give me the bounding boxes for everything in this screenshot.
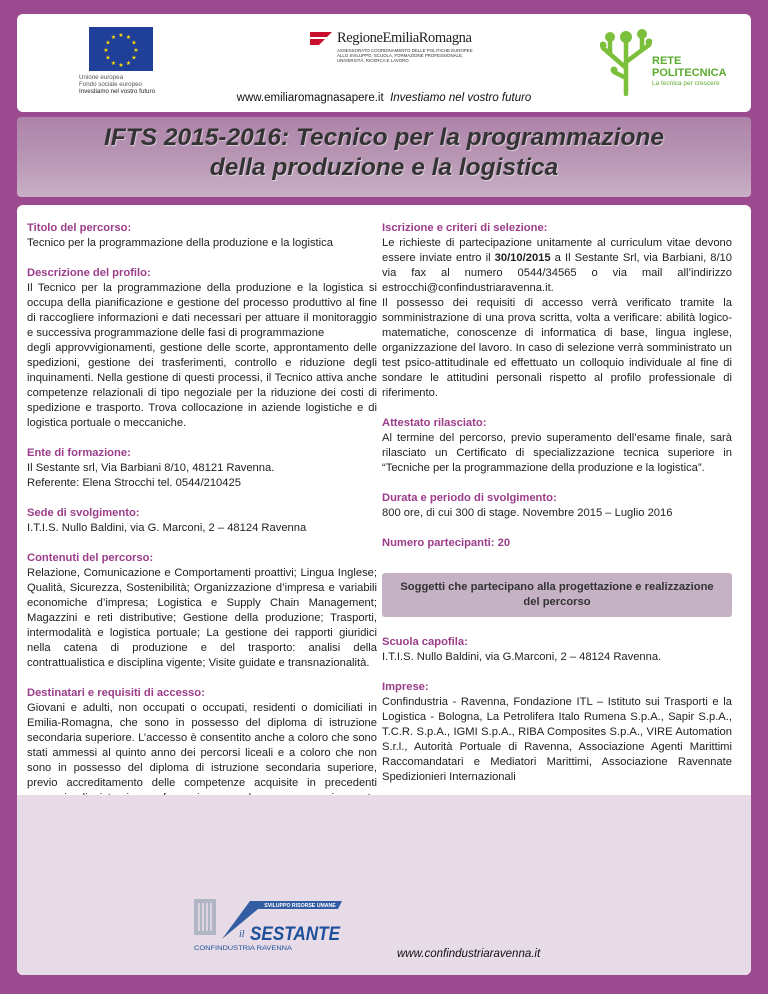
section-attestato [382, 416, 732, 476]
section-body: 800 ore, di cui 300 di stage. Novembre 2015 – Luglio 2016 [382, 507, 673, 519]
soggetti-banner: Soggetti che partecipano alla progettazione e realizzazione del percorso [382, 573, 732, 617]
sestante-org: CONFINDUSTRIA RAVENNA [194, 945, 294, 952]
svg-text:★: ★ [125, 60, 132, 67]
sestante-logo [192, 895, 342, 953]
section-body: Il Tecnico per la programmazione della produzione e la logistica si occupa della pianificazione e gestione del processo produttivo al fine di raccogliere informazioni e dati necessari per attuare il monitoraggio e successiva programmazione delle fasi di programmazione degli approvvigionamenti, gestione delle scorte, approntamento delle spedizioni, gestione dei trasferimenti, controllo e riduzione degli inquinamenti. Nella gestione di questi processi, il Tecnico attiva anche competenze relazionali di tipo negoziale per la riduzione dei costi di spedizione e trasporto. Trova collocazione in aziende logistiche e di logistica portuale o meccaniche. [27, 282, 377, 429]
section-heading: Iscrizione e criteri di selezione: [382, 222, 548, 234]
rete-label-1: RETE [652, 55, 682, 67]
content-panel [17, 205, 751, 975]
eu-flag-icon [89, 27, 153, 71]
eu-caption-line1: Unione europea [79, 74, 124, 81]
svg-text:★: ★ [110, 34, 117, 41]
section-body: Relazione, Comunicazione e Comportamenti proattivi; Lingua Inglese; Qualità, Sicurezza, Sostenibilità; Organizzazione d’impresa e variabili economiche d’impresa; Logistica e Supply Chain Management; Magazzini e reti distributive; Gestione della produzione; Trasporti, intermodalità e logistica portuale; La gestione dei rapporti giuridici nella catena di produzione e del trasporto: analisi della contrattualistica e disciplina vigente; Visite guidate e transnazionalità. [27, 567, 377, 669]
sestante-top: SVILUPPO RISORSE UMANE [264, 903, 336, 909]
section-body: Il Sestante srl, Via Barbiani 8/10, 48121 Ravenna. Referente: Elena Strocchi tel. 0544/210425 [27, 462, 275, 489]
section-sede [27, 506, 377, 536]
confindustria-mark-icon [194, 899, 216, 935]
section-contenuti [27, 551, 377, 671]
section-heading: Contenuti del percorso: [27, 552, 154, 564]
section-body: Tecnico per la programmazione della produzione e la logistica [27, 237, 333, 249]
footer-website[interactable]: www.confindustriaravenna.it [397, 948, 541, 960]
section-body: Al termine del percorso, previo superamento dell’esame finale, sarà rilasciato un Certificato di specializzazione tecnica superiore in “Tecniche per la programmazione della produzione e la logistica”. [382, 432, 732, 474]
iscrizione-text-before: Le richieste di partecipazione unitamente al curriculum vitae devono essere inviate entro il [382, 237, 732, 264]
section-titolo [27, 221, 377, 251]
deadline-date: 30/10/2015 [494, 252, 551, 264]
section-scuola [382, 635, 732, 665]
region-sub-line3: UNIVERSITÀ, RICERCA E LAVORO [337, 58, 409, 64]
region-subtitle [337, 48, 489, 64]
svg-text:★: ★ [103, 47, 109, 54]
section-body: I.T.I.S. Nullo Baldini, via G. Marconi, 2 – 48124 Ravenna [27, 522, 307, 534]
region-logo [309, 29, 489, 64]
section-body [382, 236, 732, 401]
sestante-name: SESTANTE [250, 924, 342, 945]
rete-tagline: La tecnica per crescere [652, 80, 720, 87]
iscrizione-text-after: a Il Sestante Srl, via Barbiani, 8/10 via fax al numero 0544/34565 o via mail all’indirizzo estrocchi@confindustriaravenna.it. Il possesso dei requisiti di accesso verrà verificato tramite la somministrazione di una prova scritta, volta a verificare: abilità logico-matematiche, conoscenze di informatica di base, lingua inglese, organizzazione del lavoro. In caso di selezione verrà somministrato un test psico-attitudinale ed effettuato un colloquio individuale al fine di sondare le attitudini personali rispetto al profilo professionale di riferimento. [382, 252, 733, 399]
svg-text:★: ★ [133, 47, 139, 54]
svg-text:★: ★ [110, 60, 117, 67]
section-heading: Sede di svolgimento: [27, 507, 140, 519]
tree-icon [600, 28, 652, 96]
left-column [27, 221, 377, 851]
eu-caption-line2: Fondo sociale europeo [79, 81, 142, 88]
section-heading: Durata e periodo di svolgimento: [382, 492, 557, 504]
section-body: Confindustria - Ravenna, Fondazione ITL – Istituto sui Trasporti e la Logistica - Bologna, La Petrolifera Italo Rumena S.p.A., Sapir S.p.A., T.C.R. S.p.A., IGMI S.p.A., RIBA Composites S.p.A., VIRE Automation S.r.l., Autorità Portuale di Ravenna, Associazione Agenti Marittimi Raccomandatari e Mediatori Marittimi, Associazione Ravennate Spedizionieri Internazionali [382, 696, 732, 783]
region-sub-line2: ALLO SVILUPPO, SCUOLA, FORMAZIONE PROFESSIONALE, [337, 53, 464, 59]
svg-text:★: ★ [125, 34, 132, 41]
rete-politecnica-logo [600, 28, 750, 100]
header-website: www.emiliaromagnasapere.it [236, 92, 384, 104]
region-sub-line1: ASSESSORATO COORDINAMENTO DELLE POLITICHE EUROPEE [337, 48, 473, 53]
rete-label-2: POLITECNICA [652, 67, 727, 79]
section-heading: Imprese: [382, 681, 429, 693]
section-heading: Numero partecipanti: [382, 537, 495, 549]
footer-band [17, 795, 751, 975]
svg-text:★: ★ [105, 54, 111, 62]
title-banner [17, 117, 751, 197]
svg-text:★: ★ [105, 39, 111, 47]
section-heading: Descrizione del profilo: [27, 267, 151, 279]
section-descrizione [27, 266, 377, 431]
svg-text:★: ★ [131, 54, 137, 62]
section-heading: Ente di formazione: [27, 447, 131, 459]
section-heading: Titolo del percorso: [27, 222, 132, 234]
section-imprese [382, 680, 732, 785]
header-website-line [17, 92, 751, 104]
svg-text:★: ★ [118, 32, 124, 39]
sestante-il: il [239, 929, 245, 940]
section-durata [382, 491, 732, 521]
section-heading: Attestato rilasciato: [382, 417, 487, 429]
section-heading: Destinatari e requisiti di accesso: [27, 687, 205, 699]
participants-count: 20 [497, 537, 511, 549]
region-mark-icon [309, 29, 333, 47]
section-body: I.T.I.S. Nullo Baldini, via G.Marconi, 2 – 48124 Ravenna. [382, 651, 662, 663]
eu-caption-line3: Investiamo nel vostro futuro [79, 88, 156, 95]
section-iscrizione [382, 221, 732, 401]
section-body: Giovani e adulti, non occupati o occupati, residenti o domiciliati in Emilia-Romagna, che sono in possesso del diploma di istruzione secondaria superiore. L’accesso è consentito anche a coloro che sono stati ammessi al quinto anno dei percorsi liceali e a coloro che non sono in possesso del diploma di istruzione secondaria superiore, previo accreditamento delle competenze acquisite in precedenti [27, 702, 377, 789]
region-name: RegioneEmiliaRomagna [337, 29, 472, 46]
page-title: IFTS 2015-2016: Tecnico per la programmazione della produzione e la logistica [103, 124, 665, 181]
section-heading: Scuola capofila: [382, 636, 468, 648]
svg-text:★: ★ [131, 39, 137, 47]
section-numero [382, 536, 732, 551]
header-tagline: Investiamo nel vostro futuro [390, 92, 532, 104]
section-ente [27, 446, 377, 491]
svg-text:★: ★ [118, 62, 124, 69]
header-panel [17, 14, 751, 112]
